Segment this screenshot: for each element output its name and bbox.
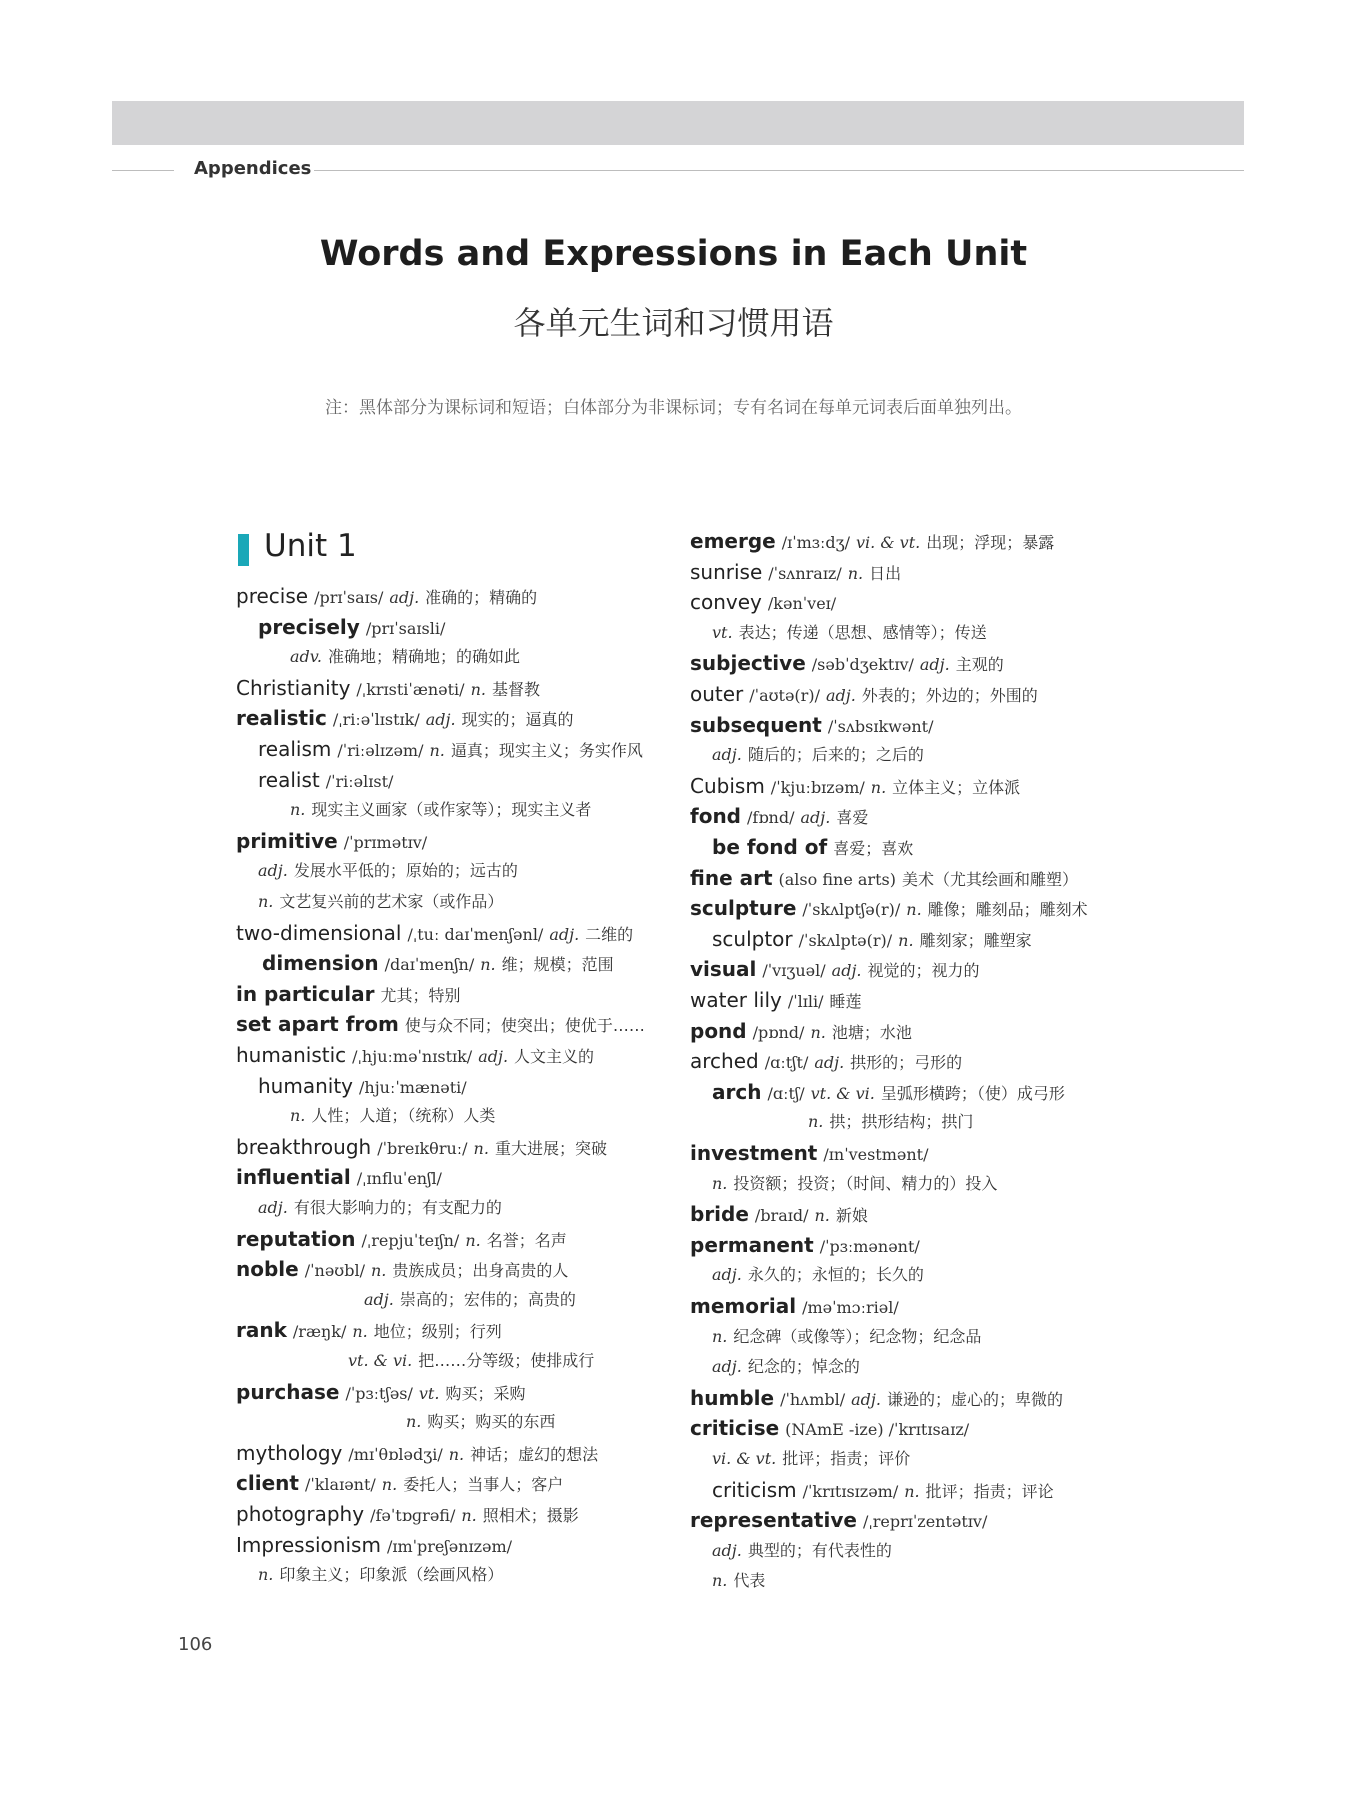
vocab-entry — [690, 1202, 868, 1228]
definition: 购买；购买的东西 — [427, 1412, 556, 1432]
phonetic: /ɑːtʃ/ — [767, 1083, 805, 1103]
headword: precisely — [258, 614, 360, 639]
phonetic: /ˈskʌlptə(r)/ — [798, 930, 893, 950]
part-of-speech: adj. — [478, 1047, 509, 1066]
headword: purchase — [236, 1379, 340, 1404]
phonetic: /ˈriːəlɪst/ — [325, 771, 394, 791]
definition: 纪念的；悼念的 — [747, 1357, 860, 1377]
vocab-entry — [236, 1441, 598, 1467]
headword: primitive — [236, 828, 338, 853]
part-of-speech: adj. — [364, 1289, 394, 1309]
headword: set apart from — [236, 1012, 399, 1037]
definition: 雕像；雕刻品；雕刻术 — [927, 900, 1088, 920]
headword: emerge — [690, 529, 776, 553]
headword: permanent — [690, 1232, 814, 1257]
vocabulary-note: 注：黑体部分为课标词和短语；白体部分为非课标词；专有名词在每单元词表后面单独列出。 — [325, 398, 1022, 418]
vocab-entry — [712, 1447, 910, 1471]
headword: representative — [690, 1508, 857, 1533]
header-rule-right — [314, 170, 1244, 171]
headword: be fond of — [712, 835, 828, 859]
definition: 委托人；当事人；客户 — [403, 1475, 564, 1495]
headword: influential — [236, 1165, 351, 1190]
phonetic: /ræŋk/ — [292, 1322, 347, 1342]
top-gray-band — [112, 101, 1244, 145]
vocab-entry — [258, 737, 643, 763]
phonetic: /ˌtuː daɪˈmenʃənl/ — [407, 924, 544, 944]
vocab-entry — [258, 1196, 502, 1220]
part-of-speech: adj. — [712, 1357, 742, 1377]
phonetic: /daɪˈmenʃn/ — [384, 955, 475, 975]
part-of-speech: adj. — [831, 961, 862, 981]
definition: 维；规模；范围 — [501, 955, 614, 975]
part-of-speech: vt. & vi. — [348, 1351, 413, 1370]
definition: 名誉；名声 — [486, 1230, 567, 1250]
phonetic: /ˈsʌbsɪkwənt/ — [827, 716, 934, 736]
headword: arched — [690, 1049, 759, 1074]
vocab-entry — [690, 1233, 926, 1259]
headword: Impressionism — [236, 1532, 381, 1557]
headword: precise — [236, 584, 309, 608]
headword: convey — [690, 590, 762, 615]
phonetic: /ˈsʌnraɪz/ — [768, 563, 842, 583]
unit-title: Unit 1 — [264, 528, 357, 564]
headword: mythology — [236, 1440, 343, 1465]
part-of-speech: n. — [712, 1326, 728, 1346]
phonetic: (NAmE -ize) /ˈkrɪtɪsaɪz/ — [785, 1420, 970, 1440]
phonetic: /ˌɪnfluˈenʃl/ — [356, 1169, 442, 1189]
definition: 人性；人道；（统称）人类 — [311, 1106, 496, 1126]
vocab-entry — [258, 768, 399, 794]
part-of-speech: n. — [290, 800, 306, 820]
phonetic: /ɪˈmɜːdʒ/ — [781, 533, 850, 552]
definition: 神话；虚幻的想法 — [470, 1444, 599, 1464]
phonetic: /ˈlɪli/ — [787, 992, 824, 1011]
phonetic: /ˌreprɪˈzentətɪv/ — [862, 1512, 988, 1532]
vocab-entry — [808, 1110, 973, 1134]
headword: humanity — [258, 1073, 353, 1098]
definition: 逼真；现实主义；务实作风 — [450, 741, 643, 760]
running-header — [112, 158, 1244, 186]
vocab-entry — [690, 682, 1038, 708]
vocab-entry — [690, 1141, 935, 1167]
definition: 谦逊的；虚心的；卑微的 — [886, 1389, 1063, 1409]
definition: 新娘 — [835, 1206, 868, 1226]
phonetic: /prɪˈsaɪs/ — [314, 588, 384, 607]
vocab-entry — [690, 896, 1088, 922]
part-of-speech: n. — [470, 679, 486, 699]
vocab-entry — [236, 1533, 518, 1559]
part-of-speech: vt. — [712, 622, 733, 642]
definition: 代表 — [733, 1571, 766, 1591]
part-of-speech: n. — [370, 1261, 387, 1281]
vocab-entry — [690, 804, 868, 830]
part-of-speech: adj. — [712, 1540, 742, 1560]
phonetic: /ˈkrɪtɪsɪzəm/ — [802, 1481, 899, 1501]
headword: Christianity — [236, 675, 351, 700]
headword: pond — [690, 1018, 747, 1043]
phonetic: /ˈpɜːtʃəs/ — [345, 1383, 413, 1403]
vocab-entry — [290, 645, 520, 669]
vocab-entry — [690, 1049, 962, 1075]
headword: realist — [258, 767, 320, 792]
phonetic: /səbˈdʒektɪv/ — [811, 655, 914, 675]
part-of-speech: n. — [429, 741, 445, 760]
page-title-chinese: 各单元生词和习惯用语 — [513, 304, 834, 342]
vocab-entry — [712, 743, 924, 767]
vocab-entry — [712, 621, 987, 645]
phonetic: /pɒnd/ — [752, 1022, 805, 1042]
part-of-speech: n. — [814, 1206, 830, 1226]
vocab-entry — [690, 1416, 975, 1442]
part-of-speech: adj. — [389, 588, 420, 607]
phonetic: /məˈmɔːriəl/ — [802, 1298, 899, 1317]
headword: realistic — [236, 706, 327, 731]
phonetic: /ˈkjuːbɪzəm/ — [770, 777, 865, 797]
definition: 人文主义的 — [514, 1047, 595, 1066]
phonetic: /ˈpɜːmənənt/ — [819, 1236, 920, 1256]
part-of-speech: vi. & vt. — [856, 533, 921, 552]
headword: investment — [690, 1141, 818, 1165]
headword: criticise — [690, 1416, 780, 1441]
vocab-entry — [712, 1325, 981, 1349]
part-of-speech: n. — [712, 1571, 728, 1591]
definition: 外表的；外边的；外围的 — [861, 686, 1038, 705]
part-of-speech: adj. — [800, 808, 831, 828]
phonetic: /ˈnəʊbl/ — [304, 1261, 365, 1281]
vocab-entry — [258, 859, 518, 883]
part-of-speech: n. — [898, 930, 914, 950]
definition: 拱形的；弓形的 — [850, 1053, 963, 1073]
vocab-entry — [406, 1410, 555, 1434]
vocab-entry — [348, 1349, 594, 1373]
page-title-english: Words and Expressions in Each Unit — [319, 234, 1028, 274]
phonetic: /ˈvɪʒuəl/ — [762, 961, 826, 981]
vocab-entry — [258, 1074, 473, 1100]
vocab-entry — [236, 584, 537, 610]
vocab-entry — [236, 1227, 567, 1253]
phonetic: /braɪd/ — [754, 1206, 809, 1226]
vocab-entry — [364, 1288, 576, 1312]
part-of-speech: adj. — [549, 924, 580, 944]
part-of-speech: adj. — [851, 1389, 881, 1409]
phonetic: /ɪnˈvestmənt/ — [823, 1145, 929, 1164]
phonetic: /ˌriːəˈlɪstɪk/ — [332, 710, 420, 730]
phonetic: /prɪˈsaɪsli/ — [365, 618, 446, 638]
definition: 尤其；特别 — [380, 985, 461, 1005]
vocab-entry — [290, 798, 591, 822]
definition: 立体主义；立体派 — [892, 777, 1021, 797]
part-of-speech: n. — [406, 1412, 422, 1432]
header-rule-left — [112, 170, 174, 171]
headword: Cubism — [690, 773, 765, 798]
vocab-entry — [690, 529, 1054, 555]
headword: breakthrough — [236, 1134, 372, 1159]
headword: two-dimensional — [236, 920, 402, 945]
part-of-speech: n. — [480, 955, 496, 975]
headword: photography — [236, 1502, 365, 1526]
phonetic: /hjuːˈmænəti/ — [359, 1077, 467, 1097]
headword: arch — [712, 1079, 762, 1104]
part-of-speech: vi. & vt. — [712, 1449, 777, 1468]
vocab-entry — [690, 590, 842, 616]
definition: 喜爱；喜欢 — [833, 839, 914, 858]
headword: realism — [258, 737, 332, 761]
headword: in particular — [236, 981, 375, 1006]
definition: 随后的；后来的；之后的 — [747, 745, 924, 765]
phonetic: /ɑːtʃt/ — [764, 1053, 809, 1073]
headword: humble — [690, 1385, 775, 1410]
phonetic: /ˌrepjuˈteɪʃn/ — [361, 1230, 460, 1250]
vocab-entry — [712, 1172, 997, 1196]
definition: 准确地；精确地；的确如此 — [328, 647, 521, 667]
headword: criticism — [712, 1477, 797, 1502]
vocab-entry — [236, 1043, 594, 1069]
vocab-entry — [690, 1294, 905, 1320]
vocab-entry — [258, 890, 503, 914]
phonetic: /fəˈtɒɡrəfi/ — [370, 1506, 456, 1525]
vocab-entry — [690, 988, 862, 1014]
definition: 现实的；逼真的 — [461, 710, 574, 730]
vocab-entry — [236, 706, 574, 732]
vocab-entry — [690, 560, 901, 586]
part-of-speech: vt. & vi. — [810, 1083, 875, 1103]
headword: humanistic — [236, 1043, 347, 1067]
definition: 二维的 — [585, 924, 634, 944]
definition: 地位；级别；行列 — [373, 1322, 502, 1342]
headword: dimension — [262, 951, 379, 976]
definition: 现实主义画家（或作家等）；现实主义者 — [311, 800, 592, 820]
definition: 贵族成员；出身高贵的人 — [392, 1261, 569, 1281]
part-of-speech: adj. — [712, 1265, 742, 1285]
phonetic: /ˈprɪmətɪv/ — [343, 832, 428, 852]
vocab-entry — [690, 713, 939, 739]
definition: 喜爱 — [836, 808, 869, 828]
phonetic: /ˈriːəlɪzəm/ — [337, 741, 424, 760]
definition: 发展水平低的；原始的；远古的 — [293, 861, 518, 881]
vocab-entry — [236, 1165, 448, 1191]
part-of-speech: adj. — [425, 710, 456, 730]
phonetic: (also fine arts) — [778, 869, 896, 889]
definition: 照相术；摄影 — [482, 1506, 579, 1525]
definition: 有很大影响力的；有支配力的 — [293, 1198, 502, 1217]
definition: 视觉的；视力的 — [867, 961, 980, 981]
vocab-entry — [690, 1386, 1063, 1412]
part-of-speech: adj. — [258, 1198, 288, 1217]
definition: 崇高的；宏伟的；高贵的 — [399, 1289, 576, 1309]
vocab-entry — [690, 957, 980, 983]
definition: 批评；指责；评论 — [925, 1481, 1054, 1501]
definition: 纪念碑（或像等）；纪念物；纪念品 — [733, 1326, 982, 1346]
part-of-speech: vt. — [418, 1383, 440, 1403]
phonetic: /fɒnd/ — [747, 808, 795, 828]
vocab-entry — [712, 835, 913, 861]
definition: 重大进展；突破 — [494, 1138, 607, 1158]
definition: 把……分等级；使排成行 — [418, 1351, 595, 1370]
definition: 表达；传递（思想、感情等）；传送 — [738, 622, 987, 642]
vocab-entry — [236, 676, 540, 702]
part-of-speech: n. — [712, 1173, 728, 1193]
part-of-speech: adj. — [814, 1053, 845, 1073]
phonetic: /ˈaʊtə(r)/ — [749, 686, 820, 705]
headword: visual — [690, 957, 757, 982]
headword: rank — [236, 1318, 287, 1343]
vocab-entry — [236, 829, 433, 855]
part-of-speech: adj. — [825, 686, 856, 705]
vocab-entry — [236, 1012, 645, 1038]
definition: 使与众不同；使突出；使优于…… — [404, 1016, 645, 1036]
definition: 购买；采购 — [445, 1383, 526, 1403]
vocab-entry — [712, 1478, 1054, 1504]
headword: fine art — [690, 865, 773, 890]
part-of-speech: n. — [810, 1022, 826, 1042]
vocab-entry — [690, 866, 1078, 892]
part-of-speech: n. — [847, 563, 864, 583]
part-of-speech: n. — [381, 1475, 398, 1495]
vocab-entry — [236, 1380, 525, 1406]
definition: 拱；拱形结构；拱门 — [829, 1112, 974, 1132]
definition: 准确的；精确的 — [425, 588, 538, 607]
definition: 投资额；投资；（时间、精力的）投入 — [733, 1173, 998, 1193]
vocab-entry — [290, 1104, 495, 1128]
vocab-entry — [712, 1569, 765, 1593]
vocab-entry — [236, 1502, 579, 1528]
part-of-speech: n. — [904, 1481, 920, 1501]
headword: memorial — [690, 1294, 797, 1318]
definition: 文艺复兴前的艺术家（或作品） — [279, 892, 504, 911]
phonetic: /kənˈveɪ/ — [767, 594, 837, 614]
phonetic: /ˈbreɪkθruː/ — [377, 1138, 468, 1158]
definition: 典型的；有代表性的 — [747, 1540, 892, 1560]
vocab-entry — [258, 1563, 503, 1587]
vocab-entry — [236, 1318, 502, 1344]
part-of-speech: n. — [808, 1112, 824, 1132]
vocab-entry — [236, 1471, 563, 1497]
headword: water lily — [690, 988, 782, 1012]
part-of-speech: n. — [448, 1444, 465, 1464]
vocab-entry — [690, 1019, 912, 1045]
headword: outer — [690, 682, 744, 706]
definition: 批评；指责；评价 — [782, 1449, 911, 1468]
definition: 呈弧形横跨；（使）成弓形 — [880, 1083, 1065, 1103]
vocab-entry — [712, 1263, 924, 1287]
part-of-speech: adv. — [290, 647, 323, 667]
section-label: Appendices — [194, 158, 312, 179]
phonetic: /ɪmˈpreʃənɪzəm/ — [386, 1536, 513, 1556]
part-of-speech: adj. — [919, 655, 950, 675]
headword: sculpture — [690, 896, 797, 921]
vocab-entry — [236, 1135, 607, 1161]
part-of-speech: n. — [870, 777, 887, 797]
vocab-entry — [262, 951, 614, 977]
definition: 永久的；永恒的；长久的 — [747, 1265, 924, 1285]
definition: 雕刻家；雕塑家 — [919, 930, 1032, 950]
part-of-speech: n. — [258, 892, 274, 911]
part-of-speech: n. — [258, 1565, 274, 1585]
headword: client — [236, 1471, 299, 1496]
vocab-entry — [712, 927, 1032, 953]
part-of-speech: adj. — [712, 745, 742, 765]
definition: 基督教 — [491, 679, 540, 699]
headword: reputation — [236, 1226, 356, 1251]
phonetic: /mɪˈθɒlədʒi/ — [348, 1444, 443, 1464]
definition: 印象主义；印象派（绘画风格） — [279, 1565, 504, 1585]
definition: 日出 — [869, 563, 902, 583]
phonetic: /ˌkrɪstiˈænəti/ — [356, 679, 465, 699]
page-number: 106 — [178, 1634, 213, 1655]
vocab-entry — [712, 1539, 892, 1563]
part-of-speech: n. — [290, 1106, 306, 1126]
phonetic: /ˌhjuːməˈnɪstɪk/ — [352, 1047, 473, 1066]
part-of-speech: n. — [473, 1138, 489, 1158]
definition: 美术（尤其绘画和雕塑） — [901, 869, 1078, 889]
vocab-entry — [236, 921, 633, 947]
phonetic: /ˈhʌmbl/ — [780, 1389, 846, 1409]
definition: 睡莲 — [829, 992, 862, 1011]
phonetic: /ˈskʌlptʃə(r)/ — [802, 900, 901, 920]
headword: noble — [236, 1257, 299, 1282]
vocab-entry — [712, 1355, 860, 1379]
vocab-entry — [258, 615, 451, 641]
headword: bride — [690, 1202, 749, 1227]
part-of-speech: n. — [465, 1230, 481, 1250]
headword: sculptor — [712, 926, 793, 951]
definition: 池塘；水池 — [831, 1022, 912, 1042]
phonetic: /ˈklaɪənt/ — [304, 1475, 376, 1495]
headword: subsequent — [690, 712, 822, 737]
vocab-entry — [236, 1257, 568, 1283]
headword: fond — [690, 804, 741, 829]
definition: 出现；浮现；暴露 — [926, 533, 1055, 552]
vocab-entry — [690, 774, 1020, 800]
part-of-speech: n. — [906, 900, 922, 920]
headword: subjective — [690, 651, 806, 676]
vocab-entry — [236, 982, 460, 1008]
part-of-speech: n. — [461, 1506, 477, 1525]
unit-marker-bar — [238, 534, 249, 566]
part-of-speech: n. — [352, 1322, 368, 1342]
headword: sunrise — [690, 559, 763, 584]
vocab-entry — [712, 1080, 1065, 1106]
vocab-entry — [690, 651, 1004, 677]
vocab-entry — [690, 1508, 993, 1534]
part-of-speech: adj. — [258, 861, 288, 881]
definition: 主观的 — [955, 655, 1004, 675]
